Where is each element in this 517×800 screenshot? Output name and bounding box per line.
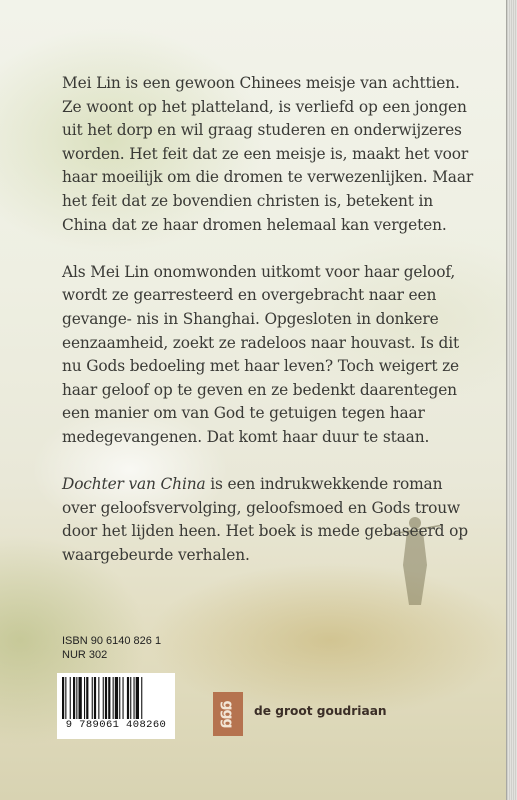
barcode-bars-icon [62,677,170,719]
publisher-logo-text: ggg [219,700,236,728]
blurb-paragraph-3 [62,473,477,567]
nur-code: NUR 302 [62,649,108,661]
page-edge [506,0,517,800]
barcode-number: 9 789061 408260 [65,719,167,731]
publisher-name: de groot goudriaan [254,704,387,718]
blurb-text [62,72,477,591]
publisher-logo-icon [213,692,243,736]
blurb-paragraph-3-text: is een indrukwekkende roman over geloofsvervolging, geloofsmoed en Gods trouw door het lijden heen. Het boek is mede gebaseerd op waargebeurde verhalen. [62,475,468,564]
book-title: Dochter van China [62,475,206,494]
isbn: ISBN 90 6140 826 1 [62,635,162,647]
blurb-paragraph-1: Mei Lin is een gewoon Chinees meisje van achttien. Ze woont op het platteland, is verliefd op een jongen uit het dorp en wil graag studeren en onderwijzeres worden. Het feit dat ze een meisje is, maakt het voor haar moeilijk om die dromen te verwezenlijken. Maar het feit dat ze bovendien christen is, betekent in China dat ze haar dromen helemaal kan vergeten. [62,74,474,234]
barcode [57,673,175,739]
blurb-paragraph-2: Als Mei Lin onomwonden uitkomt voor haar geloof, wordt ze gearresteerd en overgebracht naar een gevange- nis in Shanghai. Opgesloten in donkere eenzaamheid, zoekt ze radeloos naar houvast. Is dit nu Gods bedoeling met haar leven? Toch weigert ze haar geloof op te geven en ze bedenkt daarentegen een manier om van God te getuigen tegen haar medegevangenen. Dat komt haar duur te staan. [62,262,460,446]
book-codes [62,634,161,662]
